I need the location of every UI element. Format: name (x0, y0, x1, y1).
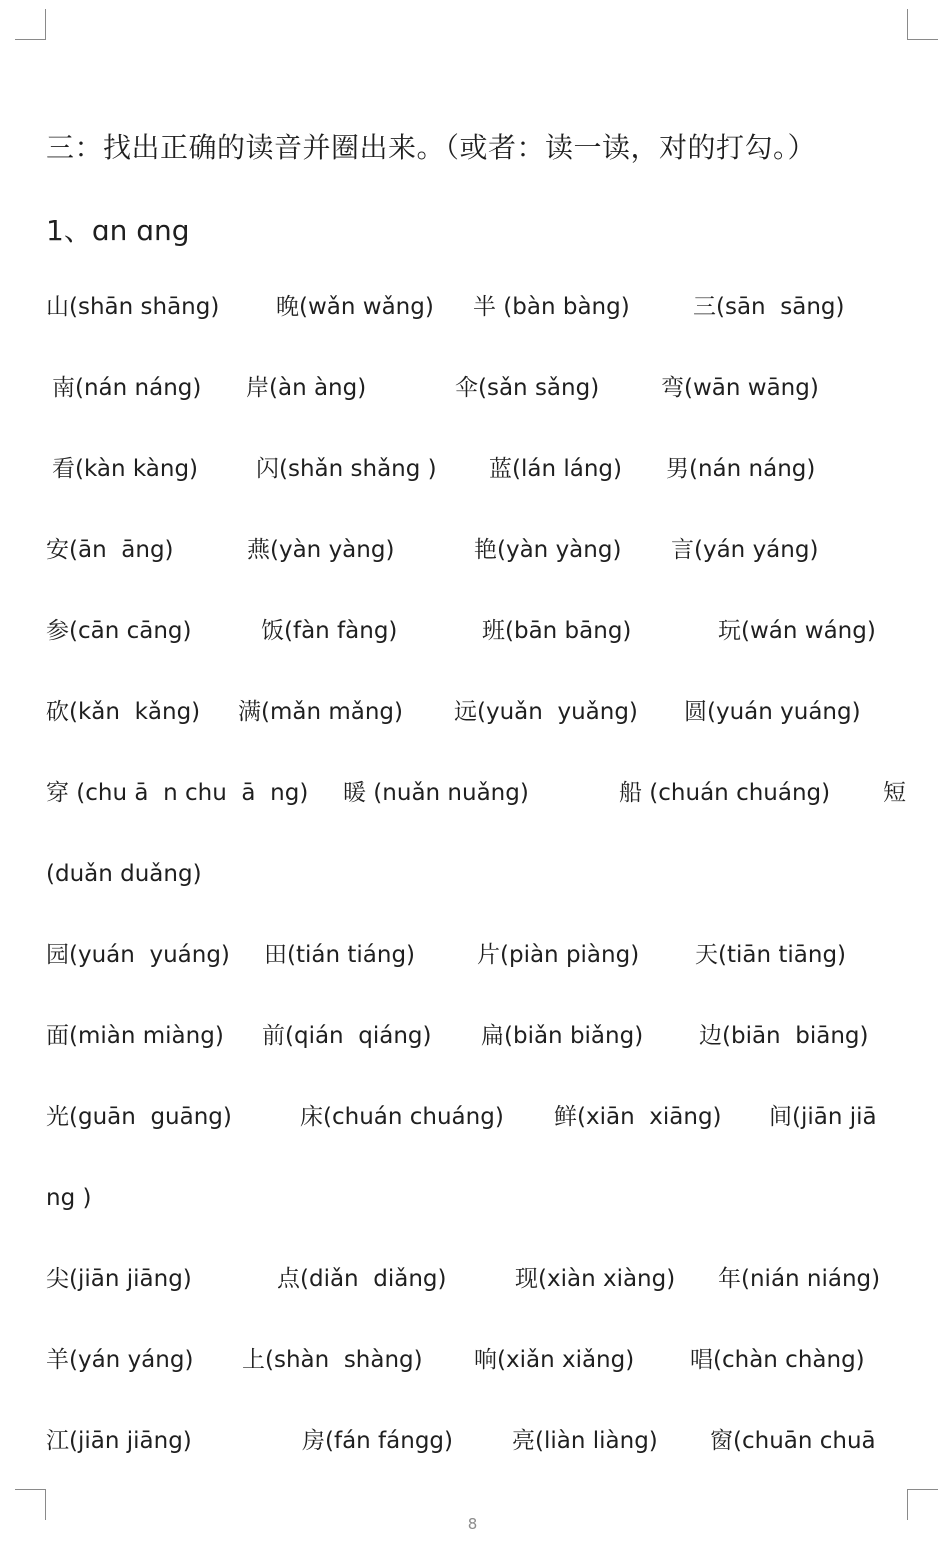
pinyin-item[interactable]: (duǎn duǎng) (46, 861, 202, 887)
pinyin-item[interactable]: 燕(yàn yàng) (247, 537, 395, 563)
section-title: 1、ɑn ɑng (46, 214, 190, 247)
pinyin-item[interactable]: 蓝(lán láng) (489, 456, 622, 482)
pinyin-row (0, 1019, 945, 1053)
pinyin-item[interactable]: 短 (883, 780, 906, 806)
pinyin-item[interactable]: 鲜(xiān xiāng) (554, 1104, 722, 1130)
pinyin-item[interactable]: 晚(wǎn wǎng) (276, 294, 434, 320)
pinyin-item[interactable]: 言(yán yáng) (671, 537, 819, 563)
pinyin-item[interactable]: 田(tián tiáng) (264, 942, 416, 968)
pinyin-row (0, 533, 945, 567)
pinyin-item[interactable]: 尖(jiān jiāng) (46, 1266, 192, 1292)
pinyin-item[interactable]: 窗(chuān chuā (710, 1428, 876, 1454)
pinyin-item[interactable]: 砍(kǎn kǎng) (46, 699, 201, 725)
pinyin-item[interactable]: 间(jiān jiā (769, 1104, 877, 1130)
pinyin-row (0, 776, 945, 810)
pinyin-item[interactable]: 房(fán fángg) (302, 1428, 453, 1454)
crop-mark-top-left (15, 9, 46, 40)
pinyin-item[interactable]: 玩(wán wáng) (718, 618, 876, 644)
pinyin-item[interactable]: 安(ān āng) (46, 537, 174, 563)
pinyin-item[interactable]: 天(tiān tiāng) (695, 942, 847, 968)
pinyin-item[interactable]: 班(bān bāng) (482, 618, 632, 644)
pinyin-item[interactable]: 南(nán náng) (52, 375, 202, 401)
pinyin-item[interactable]: 远(yuǎn yuǎng) (454, 699, 638, 725)
pinyin-item[interactable]: 伞(sǎn sǎng) (455, 375, 600, 401)
pinyin-item[interactable]: 暖 (nuǎn nuǎng) (343, 780, 529, 806)
pinyin-item[interactable]: 弯(wān wāng) (661, 375, 819, 401)
pinyin-row (0, 857, 945, 891)
pinyin-item[interactable]: 响(xiǎn xiǎng) (474, 1347, 635, 1373)
pinyin-item[interactable]: 光(guān guāng) (46, 1104, 232, 1130)
pinyin-item[interactable]: 圆(yuán yuáng) (684, 699, 861, 725)
pinyin-row (0, 1100, 945, 1134)
pinyin-item[interactable]: 羊(yán yáng) (46, 1347, 194, 1373)
pinyin-item[interactable]: 穿 (chu ā n chu ā ng) (46, 780, 309, 806)
pinyin-item[interactable]: 饭(fàn fàng) (261, 618, 398, 644)
pinyin-item[interactable]: 现(xiàn xiàng) (515, 1266, 676, 1292)
pinyin-item[interactable]: 唱(chàn chàng) (690, 1347, 865, 1373)
pinyin-row (0, 938, 945, 972)
pinyin-item[interactable]: 满(mǎn mǎng) (238, 699, 404, 725)
pinyin-row (0, 290, 945, 324)
pinyin-row (0, 695, 945, 729)
pinyin-item[interactable]: 年(nián niáng) (718, 1266, 881, 1292)
pinyin-row (0, 1424, 945, 1458)
pinyin-row (0, 1343, 945, 1377)
pinyin-row (0, 1181, 945, 1215)
pinyin-row (0, 614, 945, 648)
pinyin-item[interactable]: 江(jiān jiāng) (46, 1428, 192, 1454)
pinyin-row (0, 452, 945, 486)
pinyin-item[interactable]: 闪(shǎn shǎng ) (256, 456, 437, 482)
pinyin-item[interactable]: 片(piàn piàng) (477, 942, 640, 968)
pinyin-item[interactable]: 前(qián qiáng) (262, 1023, 432, 1049)
pinyin-item[interactable]: 山(shān shāng) (46, 294, 220, 320)
pinyin-item[interactable]: 艳(yàn yàng) (474, 537, 622, 563)
pinyin-item[interactable]: 上(shàn shàng) (242, 1347, 423, 1373)
pinyin-item[interactable]: 园(yuán yuáng) (46, 942, 230, 968)
pinyin-row (0, 1262, 945, 1296)
pinyin-item[interactable]: 半 (bàn bàng) (473, 294, 630, 320)
exercise-heading: 三：找出正确的读音并圈出来。（或者：读一读，对的打勾。） (46, 131, 817, 164)
pinyin-row (0, 371, 945, 405)
pinyin-item[interactable]: 三(sān sāng) (693, 294, 845, 320)
pinyin-item[interactable]: 看(kàn kàng) (52, 456, 199, 482)
pinyin-item[interactable]: 边(biān biāng) (699, 1023, 869, 1049)
page-number: 8 (467, 1515, 478, 1533)
pinyin-item[interactable]: 船 (chuán chuáng) (619, 780, 831, 806)
pinyin-item[interactable]: 亮(liàn liàng) (512, 1428, 658, 1454)
pinyin-item[interactable]: 面(miàn miàng) (46, 1023, 224, 1049)
pinyin-item[interactable]: 岸(àn àng) (246, 375, 367, 401)
pinyin-item[interactable]: 男(nán náng) (666, 456, 816, 482)
crop-mark-top-right (907, 9, 938, 40)
pinyin-item[interactable]: 点(diǎn diǎng) (277, 1266, 447, 1292)
pinyin-item[interactable]: 床(chuán chuáng) (300, 1104, 504, 1130)
pinyin-item[interactable]: 扁(biǎn biǎng) (481, 1023, 644, 1049)
pinyin-item[interactable]: ng ) (46, 1185, 92, 1211)
pinyin-item[interactable]: 参(cān cāng) (46, 618, 192, 644)
